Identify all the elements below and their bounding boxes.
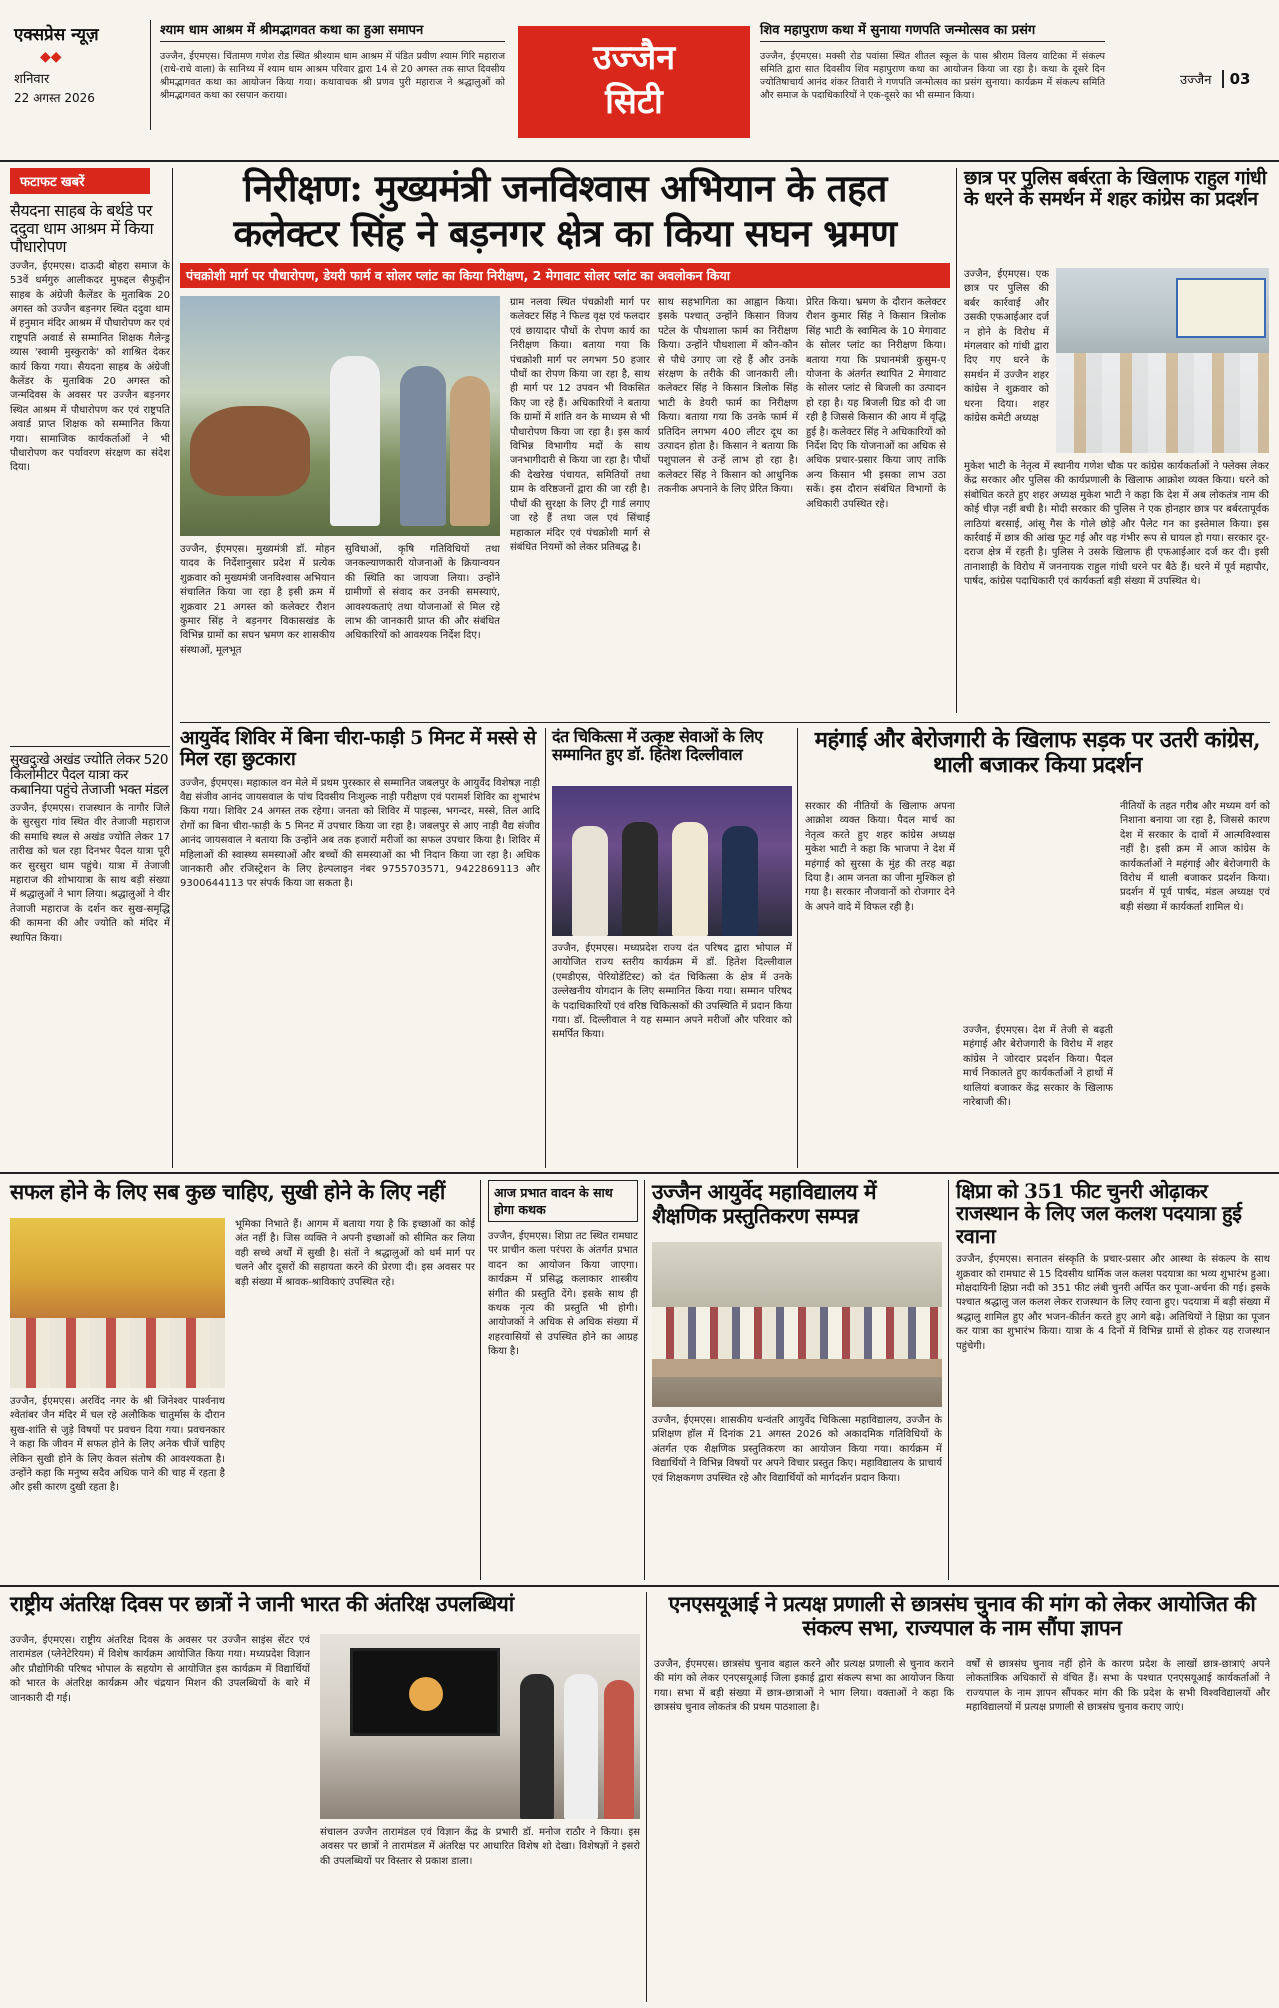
lead-photo: [180, 296, 500, 536]
section-title-box: [518, 26, 750, 138]
brief-text: उज्जैन, ईएमएस। मक्सी रोड पवांसा स्थित शीतल स्कूल के पास श्रीराम विलय वाटिका में संकल्प समिति द्वारा सात दिवसीय शिव महापुराण कथा का आयोजन किया जा रहा है। कथा के दूसरे दिन ज्योतिषाचार्य आनंद शंकर तिवारी ने गणपति जन्मोत्सव का प्रसंग सुनाया। कार्यक्रम में संकल्प समिति और समाज के पदाधिकारियों ने एक-दूसरे का भी सम्मान किया।: [760, 51, 1105, 101]
person-shape: [564, 1674, 598, 1819]
success-text1: उज्जैन, ईएमएस। अरविंद नगर के श्री जिनेश्वर पार्श्वनाथ श्वेतांबर जैन मंदिर में चल रहे अलौकिक चातुर्मास के दौरान सुख-शांति से जुड़े विषयों पर प्रवचन दिया गया। प्रवचनकार ने कहा कि जीवन में सफल होने के लिए अनेक चीजें चाहिए लेकिन सुखी होने के लिए केवल संतोष की आवश्यकता है। उन्होंने कहा कि मनुष्य सदैव अधिक पाने की चाह में रहता है और इसी कारण दुखी रहता है।: [10, 1396, 225, 1494]
screen-shape: [350, 1648, 500, 1736]
space-text2: संचालन उज्जैन तारामंडल एवं विज्ञान केंद्र के प्रभारी डॉ. मनोज राठौर ने किया। इस अवसर पर छात्रों ने तारामंडल में अंतरिक्ष पर आधारित विशेष शो देखा। विशेषज्ञों ने इसरो की उपलब्धियों पर विस्तार से प्रकाश डाला।: [320, 1827, 640, 1867]
lead-headline-line2: कलेक्टर सिंह ने बड़नगर क्षेत्र का किया सघन भ्रमण: [233, 211, 897, 256]
person-shape: [520, 1674, 554, 1819]
ayurveda-camp-story: [180, 728, 540, 1168]
banner-shape: [1176, 278, 1266, 338]
masthead-rule: [0, 160, 1279, 162]
cow-shape: [190, 406, 310, 496]
prabhat-label: आज प्रभात वादन के साथ होगा कथक: [488, 1180, 638, 1222]
space-story: [10, 1592, 640, 2002]
fatafat-item2-title: सुखदुःखे अखंड ज्योति लेकर 520 किलोमीटर पैदल यात्रा कर कबानिया पहुंचे तेजाजी भक्त मंडल: [10, 751, 169, 798]
nsui-text1: उज्जैन, ईएमएस। छात्रसंघ चुनाव बहाल करने और प्रत्यक्ष प्रणाली से चुनाव कराने की मांग को लेकर एनएसयूआई जिला इकाई द्वारा संकल्प सभा का आयोजन किया गया। सभा में बड़ी संख्या में छात्र-छात्राओं ने भाग लिया। वक्ताओं ने कहा कि छात्रसंघ चुनाव लोकतंत्र की प्रथम पाठशाला है।: [654, 1659, 954, 1714]
date-label: 22 अगस्त 2026: [14, 91, 95, 105]
paper-name-box: [14, 22, 146, 122]
lead-subhead: पंचक्रोशी मार्ग पर पौधारोपण, डेयरी फार्म व सोलर प्लांट का किया निरीक्षण, 2 मेगावाट सोलर प्लांट का अवलोकन किया: [180, 263, 950, 288]
success-story: [10, 1180, 475, 1580]
fatafat-column: [10, 168, 170, 1168]
nsui-text2: वर्षों से छात्रसंघ चुनाव नहीं होने के कारण प्रदेश के लाखों छात्र-छात्राएं अपने लोकतांत्रिक अधिकारों से वंचित हैं। सभा के पश्चात एनएसयूआई कार्यकर्ताओं ने राज्यपाल के नाम ज्ञापन सौंपकर मांग की कि प्रदेश के सभी विश्वविद्यालयों और महाविद्यालयों में प्रत्यक्ष प्रणाली से छात्रसंघ चुनाव कराए जाएं।: [966, 1659, 1270, 1714]
dental-text: उज्जैन, ईएमएस। मध्यप्रदेश राज्य दंत परिषद द्वारा भोपाल में आयोजित राज्य स्तरीय कार्यक्रम में डॉ. हितेश दिल्लीवाल (एमडीएस, पेरियोडेंटिस्ट) को दंत चिकित्सा के क्षेत्र में उनके उल्लेखनीय योगदान के लिए सम्मानित किया गया। सम्मान परिषद के पदाधिकारियों एवं वरिष्ठ चिकित्सकों की उपस्थिति में प्रदान किया गया। डॉ. दिल्लीवाल ने यह सम्मान अपने मरीजों और परिवार को समर्पित किया।: [552, 943, 792, 1041]
page-label: [1180, 70, 1270, 88]
dental-photo: [552, 786, 792, 936]
lead-headline-line1: निरीक्षण: मुख्यमंत्री जनविश्वास अभियान के तहत: [243, 166, 887, 210]
ayurveda-camp-text: उज्जैन, ईएमएस। महाकाल वन मेले में प्रथम पुरस्कार से सम्मानित जबलपुर के आयुर्वेद विशेषज्ञ नाड़ी वैद्य संजीव आनंद जायसवाल के पांच दिवसीय निःशुल्क नाड़ी परीक्षण एवं परामर्श शिविर का शुभारंभ किया गया। शिविर 24 अगस्त तक रहेगा। जनता को शिविर में पाइल्स, भगन्दर, मस्से, तिल आदि रोगों का बिना चीरा-फाड़ी के 5 मिनट में उपचार किया जा रहा है। जबलपुर से आए नाड़ी वैद्य संजीव आनंद जायसवाल ने बताया कि उन्होंने अब तक हजारों मरीजों का सफल उपचार किया है। शिविर में महिलाओं की स्वास्थ्य समस्याओं और बच्चों की समस्याओं का भी निदान किया जा रहा है। अधिक जानकारी और रजिस्ट्रेशन के लिए हेल्पलाइन नंबर 9755703571, 9422869113 और 9300644113 पर संपर्क किया जा सकता है।: [180, 777, 540, 890]
mehngai-text3: उज्जैन, ईएमएस। देश में तेजी से बढ़ती महंगाई और बेरोजगारी के विरोध में शहर कांग्रेस ने जोरदार प्रदर्शन किया। पैदल मार्च निकालते हुए कार्यकर्ताओं ने हाथों में थालियां बजाकर केंद्र सरकार के खिलाफ नारेबाजी की।: [963, 1025, 1113, 1109]
divider: [644, 1180, 645, 1580]
person-shape: [450, 376, 490, 526]
divider: [0, 1585, 1279, 1587]
planet-icon: [409, 1677, 443, 1711]
rahul-story: [964, 168, 1269, 713]
rahul-photo: [1056, 268, 1269, 453]
fatafat-item1-text: उज्जैन, ईएमएस। दाऊदी बोहरा समाज के 53वें धर्मगुरु आलीकदर मुफद्दल सैफुद्दीन साहब के अंग्रेजी कैलेंडर के मुताबिक 20 अगस्त को उज्जैन बड़नगर स्थित ददुवा धाम में हनुमान मंदिर आश्रम में पौधारोपण कर एवं राष्ट्रपति अवार्ड से सम्मानित शिक्षक गैलेन्ड्र व्यास 'स्वामी मुस्कुराके' को शाश्रित देकर कार्य किया गया। सैयदना साहब के अंग्रेजी कैलेंडर के मुताबिक 20 अगस्त को जन्मदिवस के अवसर पर उज्जैन बड़नगर स्थित आश्रम में पौधारोपण कर एवं राष्ट्रपति अवार्ड प्राप्त शिक्षक को सम्मानित किया गया। सामाजिक कार्यकर्ताओं ने भी पौधारोपण कर पर्यावरण संरक्षण का संदेश दिया।: [10, 260, 170, 474]
brief-title: शिव महापुराण कथा में सुनाया गणपति जन्मोत्सव का प्रसंग: [760, 20, 1105, 42]
ayurveda-camp-headline: आयुर्वेद शिविर में बिना चीरा-फाड़ी 5 मिनट में मस्से से मिल रहा छुटकारा: [180, 727, 536, 771]
audience-shape: [10, 1318, 225, 1388]
divider: [0, 1172, 1279, 1174]
mehngai-text2: नीतियों के तहत गरीब और मध्यम वर्ग को निशाना बनाया जा रहा है, जिससे कारण देश में सरकार के दावों में आत्मविश्वास नहीं है। इसी क्रम में आज कांग्रेस के कार्यकर्ताओं ने महंगाई और बेरोजगारी के विरोध में थाली बजाकर प्रदर्शन किया। प्रदर्शन में पूर्व पार्षद, मंडल अध्यक्ष एवं बड़ी संख्या में कार्यकर्ता शामिल थे।: [1120, 801, 1270, 913]
lead-col2: सुविधाओं, कृषि गतिविधियों तथा जनकल्याणकारी योजनाओं के क्रियान्वयन की स्थिति का जायजा लिया। उन्होंने ग्रामीणों से संवाद कर उनकी समस्याएं, आवश्यकताएं तथा योजनाओं से मिल रहे लाभ की जानकारी प्राप्त की और संबंधित अधिकारियों को आवश्यक निर्देश दिए।: [345, 544, 500, 642]
rahul-text-top: उज्जैन, ईएमएस। एक छात्र पर पुलिस की बर्बर कार्रवाई और उसकी एफआईआर दर्ज न होने के विरोध में मंगलवार को गांधी द्वारा दिए गए धरने के समर्थन में उज्जैन शहर कांग्रेस ने शुक्रवार को धरना दिया। शहर कांग्रेस कमेटी अध्यक्ष: [964, 269, 1049, 425]
divider: [180, 722, 1270, 723]
college-text: उज्जैन, ईएमएस। शासकीय धन्वंतरि आयुर्वेद चिकित्सा महाविद्यालय, उज्जैन के प्रशिक्षण हॉल में दिनांक 21 अगस्त 2026 को अकादमिक गतिविधियों के अंतर्गत एक शैक्षणिक प्रस्तुतिकरण का आयोजन किया गया। कार्यक्रम में विद्यार्थियों ने विभिन्न विषयों पर अपने विचार प्रस्तुत किए। महाविद्यालय के प्राचार्य एवं शिक्षकगण उपस्थित रहे और विद्यार्थियों को मार्गदर्शन प्रदान किया।: [652, 1415, 942, 1484]
space-headline: राष्ट्रीय अंतरिक्ष दिवस पर छात्रों ने जानी भारत की अंतरिक्ष उपलब्धियां: [10, 1591, 514, 1616]
divider: [948, 1180, 949, 1580]
person-shape: [400, 366, 446, 526]
person-shape: [330, 356, 380, 526]
divider: [646, 1592, 647, 2002]
prabhat-text: उज्जैन, ईएमएस। शिप्रा तट स्थित रामघाट पर प्राचीन कला परंपरा के अंतर्गत प्रभात वादन का आयोजन किया जाएगा। कार्यक्रम में प्रसिद्ध कलाकार शास्त्रीय संगीत की प्रस्तुति देंगे। इसके साथ ही कथक नृत्य की प्रस्तुति भी होगी। आयोजकों ने अधिक से अधिक संख्या में शहरवासियों से उपस्थित होने का आग्रह किया है।: [488, 1231, 638, 1358]
person-shape: [722, 826, 758, 936]
paper-name: एक्सप्रेस न्यूज़: [14, 25, 99, 45]
person-shape: [622, 822, 658, 936]
fatafat-item2-text: उज्जैन, ईएमएस। राजस्थान के नागौर जिले के सुरसुरा गांव स्थित वीर तेजाजी महाराज की समाधि स्थल से अखंड ज्योति लेकर 17 तारीख को चल रहा दिनभर पैदल यात्रा पूरी कर सुरसुरा धाम पहुंचे। यात्रा में तेजाजी महाराज की शोभायात्रा के साथ बड़ी संख्या में श्रद्धालुओं ने भाग लिया। श्रद्धालुओं ने वीर तेजाजी महाराज के दर्शन कर सुख-समृद्धि की कामना की और ज्योति को मंदिर में स्थापित किया।: [10, 803, 170, 944]
mehngai-headline: महंगाई और बेरोजगारी के खिलाफ सड़क पर उतरी कांग्रेस, थाली बजाकर किया प्रदर्शन: [814, 727, 1261, 778]
masthead: [0, 0, 1279, 160]
top-left-brief: [160, 20, 505, 102]
success-text2: भूमिका निभाते हैं। आगम में बताया गया है कि इच्छाओं का कोई अंत नहीं है। जिस व्यक्ति ने अपनी इच्छाओं को सीमित कर लिया वही सच्चे अर्थों में सुखी है। संतों ने श्रद्धालुओं को धर्म मार्ग पर चलने और दूसरों की सहायता करने की प्रेरणा दी। इस अवसर पर बड़ी संख्या में श्रावक-श्राविकाएं उपस्थित रहे।: [235, 1219, 475, 1288]
diamond-icon: ◆◆: [40, 49, 62, 65]
space-photo: [320, 1634, 640, 1819]
brief-title: श्याम धाम आश्रम में श्रीमद्भागवत कथा का हुआ समापन: [160, 20, 505, 42]
divider: [480, 1180, 481, 1580]
divider: [150, 20, 151, 130]
college-headline: उज्जैन आयुर्वेद महाविद्यालय में शैक्षणिक प्रस्तुतिकरण सम्पन्न: [652, 1179, 877, 1228]
prabhat-story: [488, 1180, 638, 1580]
rahul-headline: छात्र पर पुलिस बर्बरता के खिलाफ राहुल गांधी के धरने के समर्थन में शहर कांग्रेस का प्रदर्शन: [964, 167, 1267, 211]
top-right-brief: [760, 20, 1105, 102]
kshipra-story: [956, 1180, 1270, 1580]
rahul-text-bottom: मुकेश भाटी के नेतृत्व में स्थानीय गणेश चौक पर कांग्रेस कार्यकर्ताओं ने फ्लेक्स लेकर केंद्र सरकार और पुलिस की कार्यप्रणाली के खिलाफ आक्रोश व्यक्त किया। धरने को संबोधित करते हुए शहर अध्यक्ष मुकेश भाटी ने कहा कि देश में अब लोकतंत्र नाम की कोई चीज़ नहीं बची है। मोदी सरकार की पुलिस ने एक होनहार छात्र पर बर्बरतापूर्वक लाठियां बरसाई, आंसू गैस के गोले छोड़े और पैलेट गन का इस्तेमाल किया। इस कार्रवाई में छात्र की आंख फूट गई और वह गंभीर रूप से घायल हो गया। सरकार दूर-दराज क्षेत्र में रहती है। पुलिस ने उसके खिलाफ ही एफआईआर दर्ज कर दी। इसी तानाशाही के विरोध में जननायक राहुल गांधी धरने पर बैठे हैं। धरने में पूर्व महापौर, पार्षद, कांग्रेस पदाधिकारी एवं कार्यकर्ता बड़ी संख्या में उपस्थित थे।: [964, 461, 1269, 588]
divider: [956, 168, 957, 713]
success-headline: सफल होने के लिए सब कुछ चाहिए, सुखी होने के लिए नहीं: [10, 1179, 445, 1204]
lead-col4: साथ सहभागिता का आह्वान किया। इसके पश्चात् उन्होंने किसान विजय पटेल के पौधशाला फार्म का निरीक्षण किया। उन्होंने पौधशाला में कौन-कौन से पौधे उगाए जा रहे हैं और उनके संरक्षण के तरीके की जानकारी ली। कलेक्टर सिंह ने किसान त्रिलोक सिंह भाटी के डेयरी फार्म का निरीक्षण किया। बताया गया कि उनके फार्म में प्रतिदिन लगभग 400 लीटर दूध का उत्पादन होता है। किसान ने बताया कि पशुपालन से उन्हें लाभ हो रहा है। कलेक्टर सिंह ने किसान को आधुनिक तकनीक अपनाने के लिए प्रेरित किया।: [658, 297, 798, 496]
kshipra-text: उज्जैन, ईएमएस। सनातन संस्कृति के प्रचार-प्रसार और आस्था के संकल्प के साथ शुक्रवार को रामघाट से 15 दिवसीय धार्मिक जल कलश पदयात्रा का भव्य शुभारंभ हुआ। मोक्षदायिनी क्षिप्रा नदी को 351 फीट लंबी चुनरी अर्पित कर पूजा-अर्चना की गई। इसके पश्चात श्रद्धालु जल कलश लेकर राजस्थान के लिए रवाना हुए। पदयात्रा में बड़ी संख्या में श्रद्धालु शामिल हुए और भजन-कीर्तन करते हुए आगे बढ़े। अतिथियों ने क्षिप्रा का पूजन कर यात्रा का शुभारंभ किया। यात्रा के 4 दिनों में विभिन्न ग्रामों से होकर यह राजस्थान पहुंचेगी।: [956, 1254, 1270, 1352]
divider: [10, 746, 170, 747]
lead-col3: ग्राम नलवा स्थित पंचक्रोशी मार्ग पर कलेक्टर सिंह ने फिल्ड वृक्ष एवं फलदार एवं छायादार पौधों के रोपण कार्य का निरीक्षण किया। बताया गया कि पंचक्रोशी मार्ग पर लगभग 50 हजार पौधों का रोपण किया जा रहा है, साथ ही मार्ग पर 12 उपवन भी विकसित किए जा रहे हैं। अधिकारियों ने बताया कि ग्रामों में शांति वन के माध्यम से भी पौधारोपण किया जा रहा है। इस कार्य विभिन्न विभागीय मदों के साथ जनभागीदारी से किया जा रहा है। पौधों की देखरेख पंचायत, समितियों तथा ग्राम के वरिष्ठजनों द्वारा की जा रही है। पौधों की सुरक्षा के लिए ट्री गार्ड लगाए जा रहे हैं तथा जल एवं सिंचाई महाकाल मंदिर एवं पंचक्रोशी मार्ग से संबंधित नियमों को लेकर प्रतिबद्ध है।: [510, 297, 650, 553]
college-photo: [652, 1242, 942, 1407]
fatafat-label: फटाफट खबरें: [10, 168, 150, 194]
mehngai-story: [805, 728, 1270, 1168]
mehngai-text1: सरकार की नीतियों के खिलाफ अपना आक्रोश व्यक्त किया। पैदल मार्च का नेतृत्व करते हुए शहर कांग्रेस अध्यक्ष मुकेश भाटी ने कहा कि भाजपा ने देश में महंगाई को सुरसा के मुंह की तरह बढ़ा दिया है। आम जनता का जीना मुश्किल हो गया है। सरकार नौजवानों को रोजगार देने के अपने वादे में विफल रही है।: [805, 801, 955, 913]
nsui-headline: एनएसयूआई ने प्रत्यक्ष प्रणाली से छात्रसंघ चुनाव की मांग को लेकर आयोजित की संकल्प सभा, राज्यपाल के नाम सौंपा ज्ञापन: [668, 1591, 1256, 1640]
lead-story: [180, 168, 950, 718]
page-number: 03: [1222, 70, 1251, 88]
college-story: [652, 1180, 942, 1580]
audience-shape: [652, 1307, 942, 1359]
lead-col1: उज्जैन, ईएमएस। मुख्यमंत्री डॉ. मोहन यादव के निर्देशानुसार प्रदेश में प्रत्येक शुक्रवार को मुख्यमंत्री जनविश्वास अभियान संचालित किया जा रहा है इसी क्रम में शुक्रवार 21 अगस्त को कलेक्टर रौशन कुमार सिंह ने बड़नगर विकासखंड के विभिन्न ग्रामों का सघन भ्रमण कर शासकीय संस्थाओं, मूलभूत: [180, 544, 335, 656]
lead-col5: प्रेरित किया। भ्रमण के दौरान कलेक्टर रौशन कुमार सिंह ने किसान त्रिलोक सिंह भाटी के स्वामित्व के 10 मेगावाट के सोलर प्लांट का निरीक्षण किया। बताया गया कि प्रधानमंत्री कुसुम-ए योजना के अंतर्गत स्थापित 2 मेगावाट के सोलर प्लांट से बिजली का उत्पादन हो रहा है। यह बिजली ग्रिड को दी जा रही है जिससे किसान की आय में वृद्धि हुई है। कलेक्टर सिंह ने अधिकारियों को निर्देश दिए कि योजनाओं का अधिक से अधिक प्रचार-प्रसार किया जाए ताकि अन्य किसान भी इसका लाभ उठा सकें। इस दौरान संबंधित विभागों के अधिकारी उपस्थित रहे।: [806, 297, 946, 510]
kshipra-headline: क्षिप्रा को 351 फीट चुनरी ओढ़ाकर राजस्थान के लिए जल कलश पदयात्रा हुई रवाना: [956, 1179, 1242, 1248]
dental-headline: दंत चिकित्सा में उत्कृष्ट सेवाओं के लिए सम्मानित हुए डॉ. हितेश दिल्लीवाल: [552, 727, 763, 764]
nsui-story: [654, 1592, 1270, 2002]
divider: [172, 168, 173, 1168]
brief-text: उज्जैन, ईएमएस। चिंतामण गणेश रोड स्थित श्रीश्याम धाम आश्रम में पंडित प्रवीण श्याम गिरि महाराज (राधे-राधे वाला) के सानिध्य में श्याम धाम आश्रम परिवार द्वारा 14 से 20 अगस्त तक साप्त दिवसीय श्रीमद्भागवत कथा का आयोजन किया गया। कथावाचक श्री प्रणव पुरी महाराज ने श्रद्धालुओं को श्रीमद्भागवत कथा का रसपान कराया।: [160, 51, 505, 101]
day-label: शनिवार: [14, 72, 50, 87]
person-shape: [572, 826, 608, 936]
table-shape: [652, 1359, 942, 1377]
space-text1: उज्जैन, ईएमएस। राष्ट्रीय अंतरिक्ष दिवस के अवसर पर उज्जैन साइंस सेंटर एवं तारामंडल (प्लेनेटेरियम) में विशेष कार्यक्रम आयोजित किया गया। मध्यप्रदेश विज्ञान और प्रौद्योगिकी परिषद भोपाल के सहयोग से आयोजित इस कार्यक्रम में विद्यार्थियों को भारत के अंतरिक्ष कार्यक्रम और चंद्रयान मिशन की उपलब्धियों के बारे में जानकारी दी गई।: [10, 1635, 310, 1704]
divider: [797, 728, 798, 1168]
person-shape: [604, 1680, 634, 1819]
divider: [545, 728, 546, 1168]
section-title: उज्जैन सिटी: [592, 38, 676, 122]
success-photo: [10, 1218, 225, 1388]
crowd-shape: [1056, 353, 1269, 453]
dental-story: [552, 728, 792, 1168]
page-city: उज्जैन: [1180, 73, 1212, 88]
person-shape: [672, 822, 708, 936]
fatafat-item1-title: सैयदना साहब के बर्थडे पर ददुवा धाम आश्रम में किया पौधारोपण: [10, 201, 154, 256]
